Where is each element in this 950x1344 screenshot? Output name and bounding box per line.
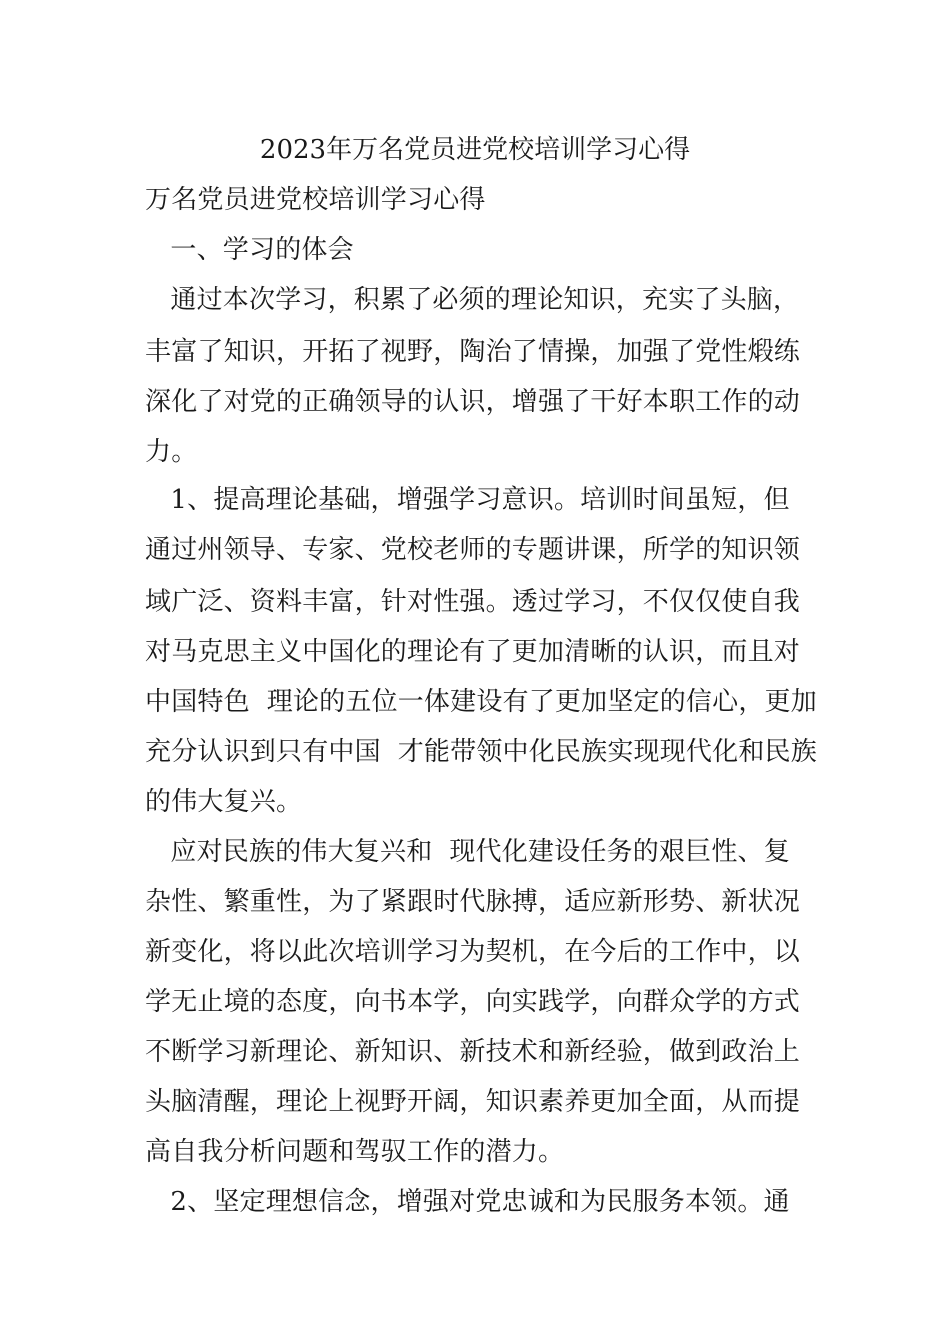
text-line: 丰富了知识，开拓了视野，陶治了情操，加强了党性煅练 — [145, 337, 801, 367]
text-line: 的伟大复兴。 — [145, 787, 303, 817]
text-line: 新变化，将以此次培训学习为契机，在今后的工作中，以 — [145, 937, 801, 967]
text-line: 充分认识到只有中国 才能带领中化民族实现现代化和民族 — [145, 737, 817, 767]
text-line: 学无止境的态度，向书本学，向实践学，向群众学的方式 — [145, 987, 801, 1017]
text-line: 一、学习的体会 — [145, 235, 354, 265]
text-line: 力。 — [145, 437, 198, 467]
text-line: 中国特色 理论的五位一体建设有了更加坚定的信心，更加 — [145, 687, 817, 717]
text-line: 深化了对党的正确领导的认识，增强了干好本职工作的动 — [145, 387, 801, 417]
text-line: 头脑清醒，理论上视野开阔，知识素养更加全面，从而提 — [145, 1087, 801, 1117]
text-line: 万名党员进党校培训学习心得 — [145, 185, 486, 215]
text-line: 不断学习新理论、新知识、新技术和新经验，做到政治上 — [145, 1037, 801, 1067]
text-line: 通过本次学习，积累了必须的理论知识，充实了头脑， — [145, 285, 800, 315]
text-line: 1、提高理论基础，增强学习意识。培训时间虽短，但 — [145, 485, 790, 515]
document-title: 2023年万名党员进党校培训学习心得 — [259, 135, 691, 165]
text-line: 2、坚定理想信念，增强对党忠诚和为民服务本领。通 — [145, 1187, 790, 1217]
text-line: 域广泛、资料丰富，针对性强。透过学习，不仅仅使自我 — [145, 587, 801, 617]
text-line: 应对民族的伟大复兴和 现代化建设任务的艰巨性、复 — [145, 837, 790, 867]
text-line: 杂性、繁重性，为了紧跟时代脉搏，适应新形势、新状况 — [145, 887, 801, 917]
text-line: 对马克思主义中国化的理论有了更加清晰的认识，而且对 — [145, 637, 801, 667]
text-line: 通过州领导、专家、党校老师的专题讲课，所学的知识领 — [145, 535, 801, 565]
text-line: 高自我分析问题和驾驭工作的潜力。 — [145, 1137, 565, 1167]
